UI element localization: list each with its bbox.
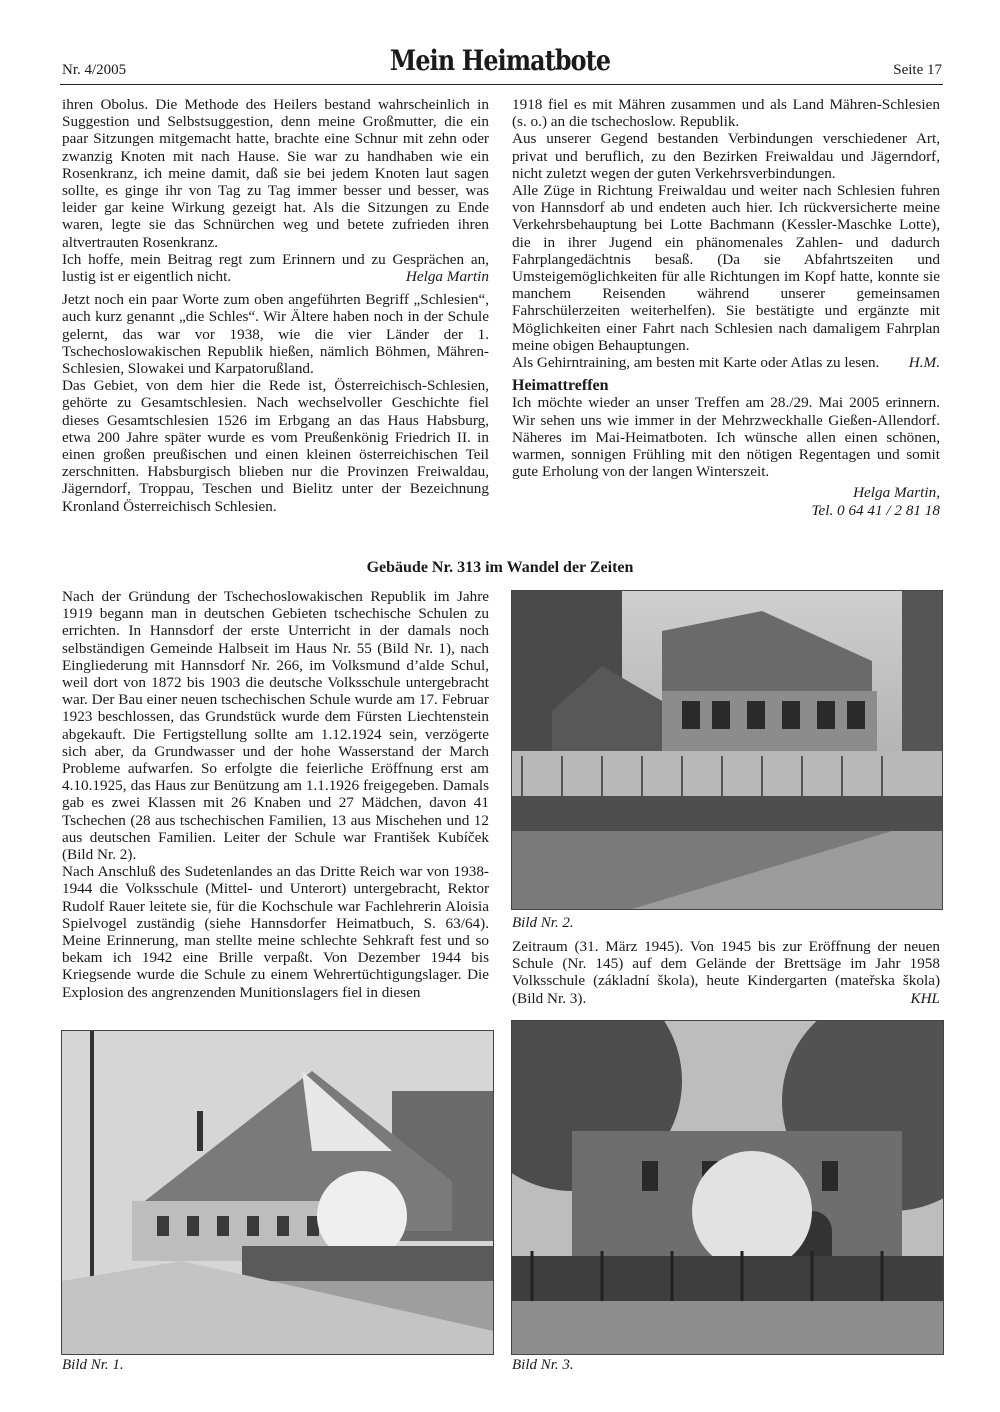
right-top-column [512, 96, 940, 519]
header-rule [60, 84, 943, 85]
issue-number: Nr. 4/2005 [62, 62, 127, 78]
paragraph-text: Als Gehirntraining, am besten mit Karte oder Atlas zu lesen. [512, 354, 880, 372]
paragraph: Jetzt noch ein paar Worte zum oben angeführten Begriff „Schlesien“, auch kurz genannt „die Schles“. Wir Ältere haben noch in der Schule gelernt, das war vor 1938, wie die vier Länder der 1. Tschechoslowakischen Republik hießen, nämlich Böhmen, Mähren-Schlesien, Slowakei und Karpatorußland. [62, 291, 489, 378]
signature: H.M. [908, 354, 940, 372]
signature: KHL [910, 989, 940, 1007]
paragraph: Alle Züge in Richtung Freiwaldau und weiter nach Schlesien fuhren von Hannsdorf ab und endeten auch hier. Ich rückversicherte meine Verkehrsbehauptung bei Lotte Bachmann (Kessler-Maschke Lotte), die in ihrer Jugend ein phänomenales Zahlen- und dadurch Fahrplangedächtnis besaß. (Da sie Abfahrtszeiten und Umsteigemöglichkeiten für alle Richtungen im Kopf hatte, konnte sie manchem Reisenden während unserer gemeinsamen Fahrschülerzeiten weiterhelfen). Sie bestätigte und ergänzte mit Möglichkeiten einer Fahrt nach Schlesien nach damaligem Fahrplan meine obigen Behauptungen. [512, 182, 940, 354]
photo-kindergarten [511, 1020, 944, 1355]
signature-name: Helga Martin, [853, 484, 940, 502]
paragraph: 1918 fiel es mit Mähren zusammen und als Land Mähren-Schlesien (s. o.) an die tschechoslow. Republik. [512, 96, 940, 131]
photo-school-building [511, 590, 943, 910]
signature: Helga Martin [405, 268, 489, 286]
article-left-column [62, 588, 489, 1001]
paragraph: Nach Anschluß des Sudetenlandes an das Dritte Reich war von 1938-1944 die Volksschule (Mittel- und Unterort) untergebracht, Rektor Rudolf Rauer leitete sie, für die Kochschule war Fachlehrerin Aloisia Spielvogel zuständig (siehe Hannsdorfer Heimatbuch, S. 63/64). Meine Erinnerung, man stellte meine schlechte Sehkraft fest und so bekam ich 1942 eine Brille verpaßt. Von Dezember 1944 bis Kriegsende wurde die Schule zu einem Wehrertüchtigungslager. Die Explosion des angrenzenden Munitionslagers fiel in diesen [62, 863, 489, 1001]
paragraph-text: Zeitraum (31. März 1945). Von 1945 bis zur Eröffnung der neuen Schule (Nr. 145) auf dem Gelände der Brettsäge im Jahr 1958 Volksschule (základní škola), heute Kindergarten (mateřska škola) (Bild Nr. 3). [512, 938, 940, 1007]
section-heading: Heimattreffen [512, 377, 609, 395]
article-right-column [512, 938, 940, 1007]
paragraph-text: Ich hoffe, mein Beitrag regt zum Erinnern und zu Gesprächen an, lustig ist er eigentlich nicht. [62, 250, 489, 286]
paragraph: ihren Obolus. Die Methode des Heilers bestand wahrscheinlich in Suggestion und Selbstsuggestion, denn meine Großmutter, die ein paar Sitzungen mitgemacht hatte, brachte eine Schnur mit zehn oder zwanzig Knoten mit nach Hause. Sie war zu handhaben wie ein Rosenkranz, ich meine damit, daß sie bei jedem Knoten laut sagen sollte, es ginge ihr von Tag zu Tag immer besser und besser, was leider gar keine Wirkung gezeigt hat. Als die Sitzungen zu Ende waren, legte sie das Schnürchen weg und betete zufrieden ihren altvertrauten Rosenkranz. [62, 96, 489, 251]
paragraph: Das Gebiet, von dem hier die Rede ist, Österreichisch-Schlesien, gehörte zu Gesamtschlesien. Nach wechselvoller Geschichte fiel dieses Gesamtschlesien 1526 im Erbgang an das Haus Habsburg, etwa 200 Jahre später wurde es vom Preußenkönig Friedrich II. in einen großen preußischen und einen kleinen österreichischen Teil zerschnitten. Habsburgisch blieben nur die Provinzen Freiwaldau, Jägerndorf, Troppau, Teschen und Bielitz unter der Bezeichnung Kronland Österreichisch Schlesien. [62, 377, 489, 515]
masthead-title: Mein Heimatbote [389, 44, 611, 77]
paragraph: Aus unserer Gegend bestanden Verbindungen verschiedener Art, privat und beruflich, zu den Bezirken Freiwaldau und Jägerndorf, nicht zuletzt wegen der guten Verkehrsverbindungen. [512, 130, 940, 182]
left-top-column [62, 96, 489, 515]
caption-bild-3: Bild Nr. 3. [512, 1357, 574, 1373]
caption-bild-1: Bild Nr. 1. [62, 1357, 124, 1373]
paragraph [62, 251, 489, 285]
photo-old-school-house [61, 1030, 494, 1355]
signature-telephone: Tel. 0 64 41 / 2 81 18 [811, 501, 940, 519]
paragraph [512, 938, 940, 1007]
article-title: Gebäude Nr. 313 im Wandel der Zeiten [366, 559, 634, 576]
paragraph: Nach der Gründung der Tschechoslowakischen Republik im Jahre 1919 begann man in deutschen Gebieten tschechische Schulen zu errichten. In Hannsdorf der erste Unterricht in der damals noch selbständigen Gemeinde Halbseit im Haus Nr. 55 (Bild Nr. 1), nach Eingliederung mit Hannsdorf Nr. 266, im Volksmund d’alde Schul, weil dort von 1872 bis 1903 die deutsche Volksschule untergebracht war. Der Bau einer neuen tschechischen Schule wurde am 17. Februar 1923 beschlossen, das Grundstück wurde dem Fürsten Liechtenstein abgekauft. Die Fertigstellung sollte am 1.12.1924 sein, verzögerte sich aber, da Grundwasser und der hohe Wasserstand der March Probleme aufwarfen. So erfolgte die feierliche Eröffnung erst am 4.10.1925, das Haus zur Benützung am 1.1.1926 freigegeben. Damals gab es zwei Klassen mit 26 Knaben und 27 Mädchen, davon 41 Tschechen (28 aus tschechischen Familien, 13 aus Mischehen und 12 aus deutschen Familien. Leiter der Schule war František Kubíček (Bild Nr. 2). [62, 588, 489, 864]
paragraph [512, 354, 940, 371]
paragraph: Ich möchte wieder an unser Treffen am 28./29. Mai 2005 erinnern. Wir sehen uns wie immer in der Mehrzweckhalle Gießen-Allendorf. Näheres im Mai-Heimatboten. Ich wünsche allen einen schönen, warmen, sonnigen Frühling mit den nötigen Regentagen und somit gute Erholung von der langen Winterszeit. [512, 394, 940, 481]
page-number: Seite 17 [893, 62, 942, 78]
caption-bild-2: Bild Nr. 2. [512, 915, 574, 931]
